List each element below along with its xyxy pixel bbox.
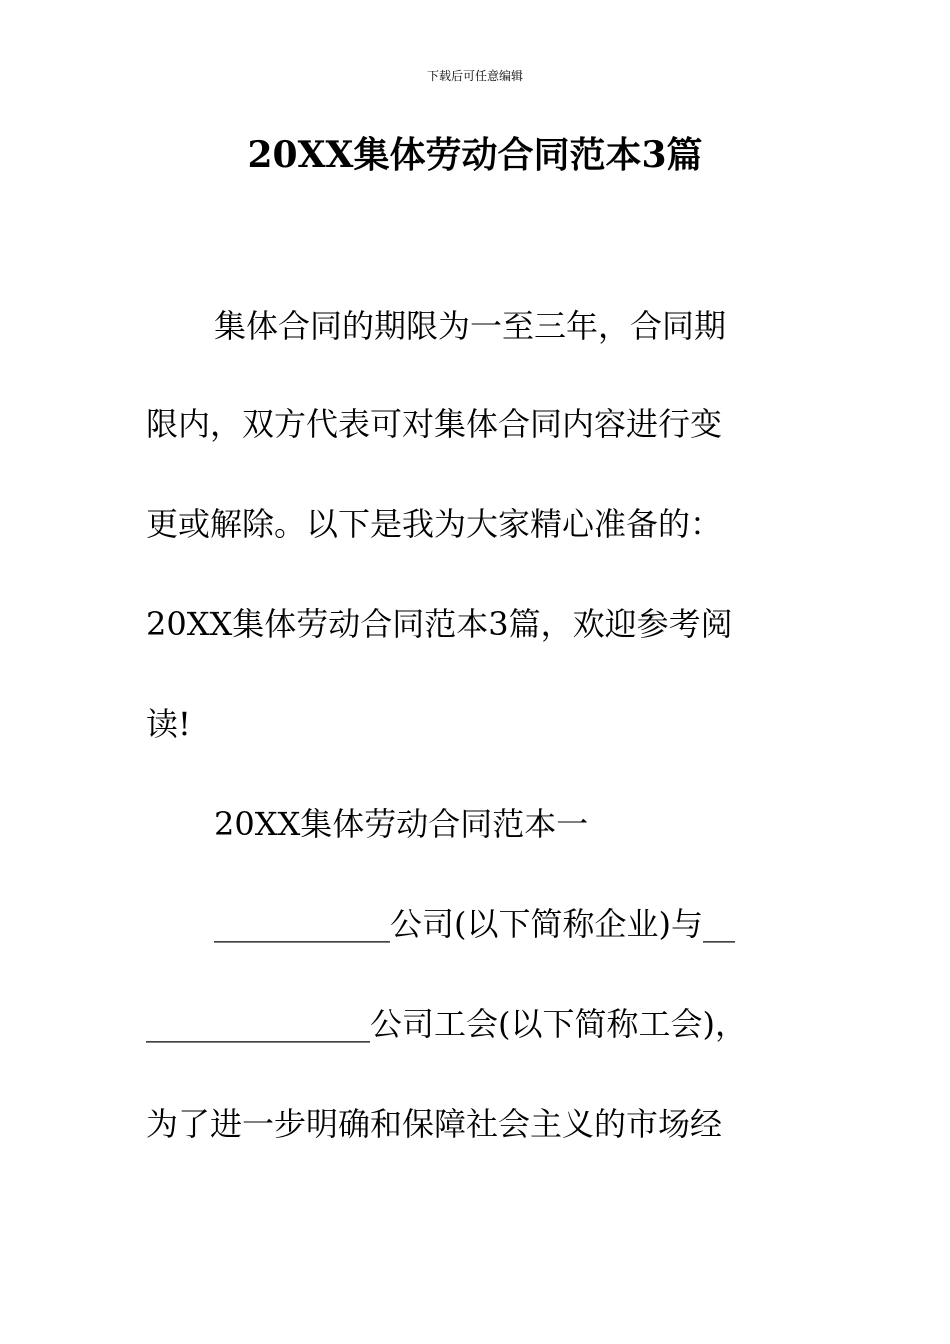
section-heading: 20XX集体劳动合同范本一: [214, 805, 589, 843]
body-line: ___________公司(以下简称企业)与__: [214, 905, 735, 943]
document-title: 20XX集体劳动合同范本3篇: [247, 134, 703, 176]
body-line: 为了进一步明确和保障社会主义的市场经: [146, 1105, 723, 1143]
body-line: 更或解除。以下是我为大家精心准备的：: [146, 505, 723, 543]
body-line: ______________公司工会(以下简称工会)，: [146, 1005, 747, 1043]
body-line: 20XX集体劳动合同范本3篇，欢迎参考阅: [146, 605, 733, 643]
body-line: 读!: [146, 705, 191, 743]
header-note: 下载后可任意编辑: [426, 69, 523, 83]
body-line: 限内，双方代表可对集体合同内容进行变: [146, 405, 723, 443]
body-line: 集体合同的期限为一至三年，合同期: [214, 307, 727, 345]
